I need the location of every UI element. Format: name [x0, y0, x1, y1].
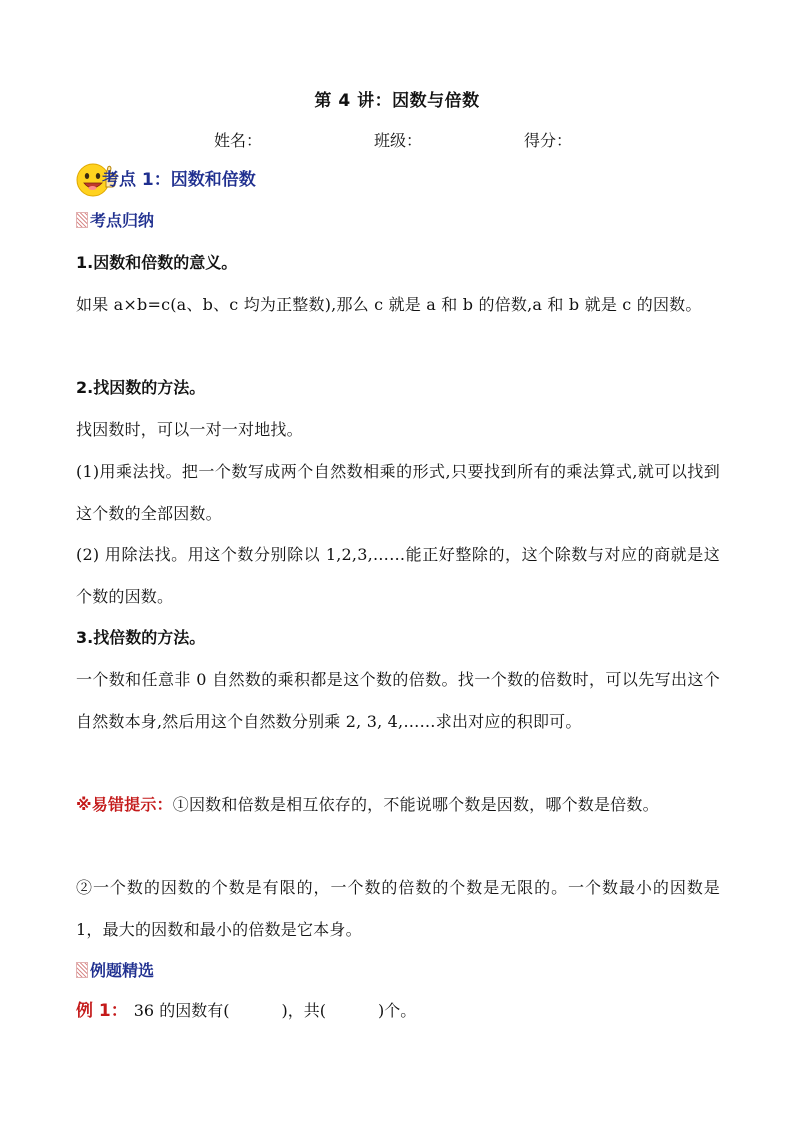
class-field-label: 班级：	[374, 131, 423, 150]
summary-heading	[76, 209, 154, 233]
hatched-marker-icon	[76, 212, 88, 228]
point1-heading: 1.因数和倍数的意义。	[76, 253, 238, 272]
example-1-text-part1: 36 的因数有(	[133, 1001, 230, 1020]
page-title: 第 4 讲：因数与倍数	[314, 91, 480, 111]
summary-heading-text: 考点归纳	[90, 211, 155, 230]
section-heading-factors-multiples: 考点 1：因数和倍数	[102, 170, 256, 190]
point3-text: 一个数和任意非 0 自然数的乘积都是这个数的倍数。找一个数的倍数时，可以先写出这个自然数本身,然后用这个自然数分别乘 2, 3, 4,……求出对应的积即可。	[76, 670, 720, 731]
example-1-text-part2: )，共(	[281, 1001, 326, 1020]
score-field-label: 得分：	[524, 131, 573, 150]
hatched-marker-icon	[76, 962, 88, 978]
point1-text: 如果 a×b=c(a、b、c 均为正整数),那么 c 就是 a 和 b 的倍数,a 和 b 就是 c 的因数。	[76, 295, 702, 314]
point2-method1: (1)用乘法找。把一个数写成两个自然数相乘的形式,只要找到所有的乘法算式,就可以找到这个数的全部因数。	[76, 462, 720, 523]
point2-heading: 2.找因数的方法。	[76, 378, 206, 397]
tip-label: ※易错提示：	[76, 795, 173, 814]
example-1	[76, 998, 416, 1024]
tip-paragraph-2: ②一个数的因数的个数是有限的，一个数的倍数的个数是无限的。一个数最小的因数是 1，最大的因数和最小的倍数是它本身。	[76, 878, 720, 939]
example-1-text-part3: )个。	[377, 1001, 417, 1020]
point3-heading: 3.找倍数的方法。	[76, 628, 206, 647]
tip-text-1: ①因数和倍数是相互依存的，不能说哪个数是因数，哪个数是倍数。	[172, 795, 659, 814]
example-1-label: 例 1：	[76, 1001, 128, 1021]
point2-intro: 找因数时，可以一对一对地找。	[76, 420, 303, 439]
name-field-label: 姓名：	[214, 131, 263, 150]
tip-paragraph-1	[76, 784, 720, 826]
examples-heading-text: 例题精选	[90, 961, 155, 980]
examples-heading	[76, 959, 154, 983]
point2-method2: (2) 用除法找。用这个数分别除以 1,2,3,……能正好整除的，这个除数与对应的商就是这个数的因数。	[76, 545, 720, 606]
